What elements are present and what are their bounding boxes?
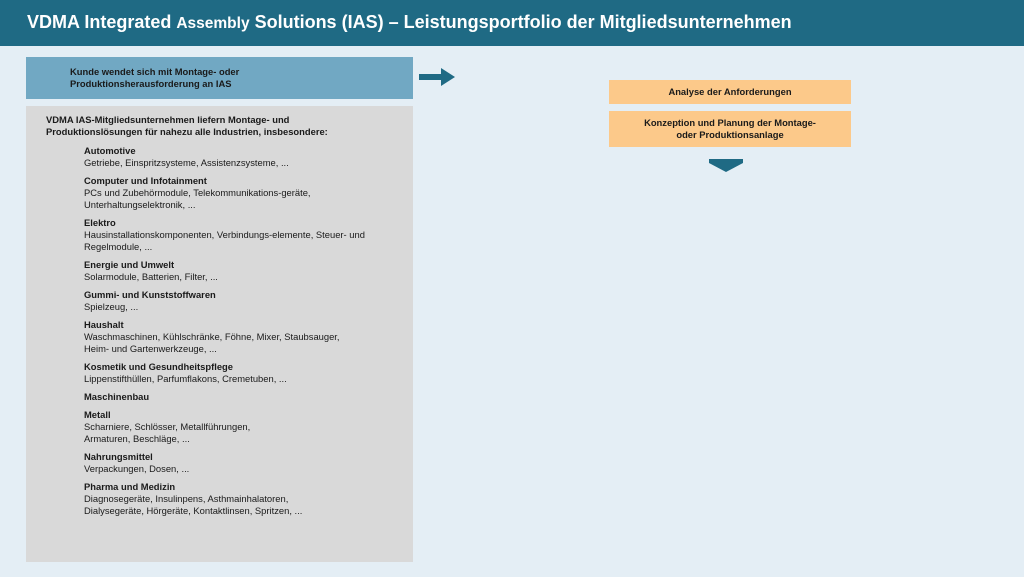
industry-item bbox=[84, 319, 413, 355]
industry-name: Automotive bbox=[84, 145, 136, 156]
industry-list bbox=[84, 145, 413, 517]
industry-item bbox=[84, 391, 413, 403]
industry-products: Verpackungen, Dosen, ... bbox=[84, 463, 190, 474]
industry-item bbox=[84, 289, 413, 313]
industry-item bbox=[84, 481, 413, 517]
title-part-3: Solutions (IAS) – Leistungsportfolio der Mitgliedsunternehmen bbox=[249, 12, 792, 32]
industry-item bbox=[84, 217, 413, 253]
industry-item bbox=[84, 259, 413, 283]
step-analysis: Analyse der Anforderungen bbox=[609, 80, 851, 104]
page-title bbox=[27, 12, 792, 33]
members-intro: VDMA IAS-Mitgliedsunternehmen liefern Montage- und Produktionslösungen für nahezu alle Industrien, insbesondere: bbox=[46, 114, 328, 137]
arrow-down-icon bbox=[709, 159, 743, 172]
industry-products: Diagnosegeräte, Insulinpens, Asthmainhalatoren, Dialysegeräte, Hörgeräte, Kontaktlinsen, Spritzen, ... bbox=[84, 493, 303, 516]
industry-products: Scharniere, Schlösser, Metallführungen, Armaturen, Beschläge, ... bbox=[84, 421, 251, 444]
industry-item bbox=[84, 175, 413, 211]
industry-name: Metall bbox=[84, 409, 111, 420]
industry-item bbox=[84, 361, 413, 385]
title-part-1: VDMA Integrated bbox=[27, 12, 177, 32]
industry-name: Computer und Infotainment bbox=[84, 175, 207, 186]
members-box bbox=[26, 106, 413, 562]
industry-name: Elektro bbox=[84, 217, 116, 228]
industry-name: Haushalt bbox=[84, 319, 124, 330]
industry-name: Nahrungsmittel bbox=[84, 451, 153, 462]
industry-item bbox=[84, 451, 413, 475]
arrow-right-icon bbox=[419, 68, 455, 86]
industry-products: Waschmaschinen, Kühlschränke, Föhne, Mixer, Staubsauger, Heim- und Gartenwerkzeuge, ... bbox=[84, 331, 340, 354]
industry-products: Getriebe, Einspritzsysteme, Assistenzsysteme, ... bbox=[84, 157, 289, 168]
customer-request-text: Kunde wendet sich mit Montage- oder Produktionsherausforderung an IAS bbox=[70, 66, 240, 89]
industry-item bbox=[84, 409, 413, 445]
title-part-2: Assembly bbox=[176, 15, 250, 32]
industry-name: Pharma und Medizin bbox=[84, 481, 176, 492]
industry-item bbox=[84, 145, 413, 169]
step-concept-planning: Konzeption und Planung der Montage- oder Produktionsanlage bbox=[609, 111, 851, 147]
industry-name: Energie und Umwelt bbox=[84, 259, 175, 270]
title-bar bbox=[0, 0, 1024, 46]
industry-products: Solarmodule, Batterien, Filter, ... bbox=[84, 271, 218, 282]
industry-products: Lippenstifthüllen, Parfumflakons, Cremetuben, ... bbox=[84, 373, 287, 384]
industry-products: Spielzeug, ... bbox=[84, 301, 139, 312]
industry-products: Hausinstallationskomponenten, Verbindungs-elemente, Steuer- und Regelmodule, ... bbox=[84, 229, 365, 252]
customer-request-box bbox=[26, 57, 413, 99]
industry-products: PCs und Zubehörmodule, Telekommunikations-geräte, Unterhaltungselektronik, ... bbox=[84, 187, 311, 210]
industry-name: Maschinenbau bbox=[84, 391, 150, 402]
industry-name: Kosmetik und Gesundheitspflege bbox=[84, 361, 233, 372]
industry-name: Gummi- und Kunststoffwaren bbox=[84, 289, 216, 300]
